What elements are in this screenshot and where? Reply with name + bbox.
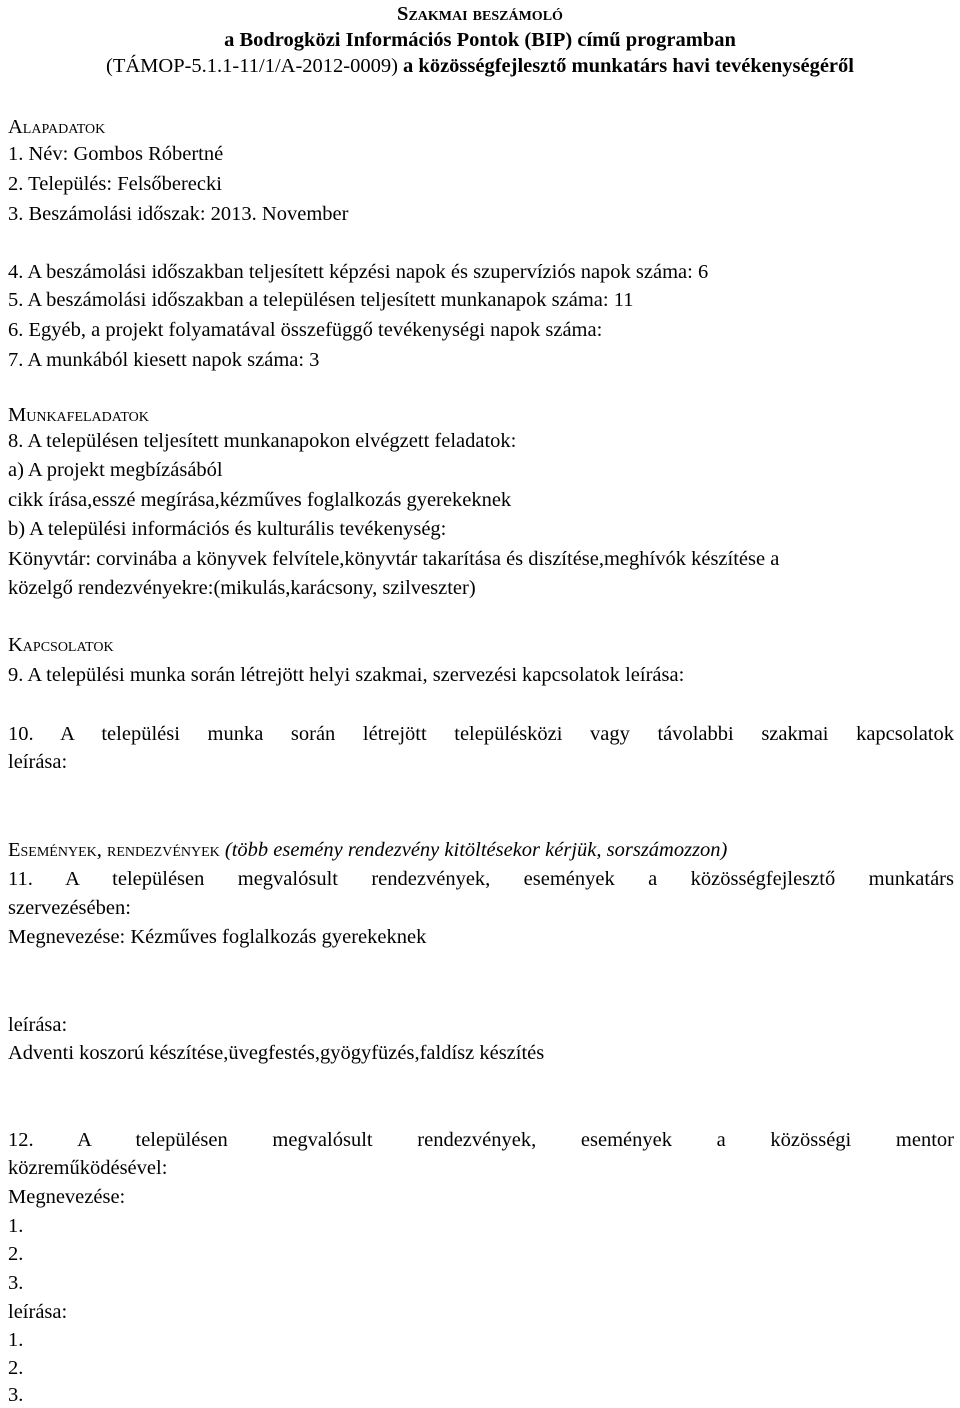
- question-10-line2: leírása:: [8, 751, 68, 773]
- list-item: 1.: [8, 1329, 24, 1351]
- mentor-event-description-label: leírása:: [8, 1301, 68, 1323]
- report-subtitle: a Bodrogközi Információs Pontok (BIP) című programban: [224, 29, 736, 51]
- event-description-text: Adventi koszorú készítése,üvegfestés,gyögyfüzés,faldísz készítés: [8, 1042, 545, 1064]
- subsection-b-text-line2: közelgő rendezvényekre:(mikulás,karácsony, szilveszter): [8, 577, 476, 599]
- subsection-b-text-line1: Könyvtár: corvinába a könyvek felvítele,könyvtár takarítása és diszítése,meghívók készítése a: [8, 548, 780, 570]
- report-project-line: [0, 56, 960, 77]
- field-work-days: 5. A beszámolási időszakban a településen teljesített munkanapok száma: 11: [8, 289, 634, 311]
- section-heading-kapcsolatok: Kapcsolatok: [8, 634, 114, 656]
- subsection-b-label: b) A települési információs és kulturális tevékenység:: [8, 518, 447, 540]
- field-other-days: 6. Egyéb, a projekt folyamatával összefüggő tevékenységi napok száma:: [8, 319, 603, 341]
- report-title: Szakmai beszámoló: [397, 3, 563, 25]
- report-subject: a közösségfejlesztő munkatárs havi tevékenységéről: [397, 55, 854, 77]
- list-item: 2.: [8, 1357, 24, 1379]
- list-item: 2.: [8, 1243, 24, 1265]
- subsection-a-text: cikk írása,esszé megírása,kézműves foglalkozás gyerekeknek: [8, 489, 512, 511]
- question-12-line2: közreműködésével:: [8, 1157, 168, 1179]
- field-name: 1. Név: Gombos Róbertné: [8, 143, 224, 165]
- event-description-label: leírása:: [8, 1014, 68, 1036]
- field-missed-days: 7. A munkából kiesett napok száma: 3: [8, 349, 320, 371]
- question-11-line1: 11. A településen megvalósult rendezvények, események a közösségfejlesztő munkatárs: [8, 868, 954, 890]
- field-training-days: 4. A beszámolási időszakban teljesített képzési napok és szupervíziós napok száma: 6: [8, 261, 709, 283]
- question-8: 8. A településen teljesített munkanapokon elvégzett feladatok:: [8, 430, 517, 452]
- list-item: 3.: [8, 1272, 24, 1294]
- list-item: 1.: [8, 1215, 24, 1237]
- list-item: 3.: [8, 1384, 24, 1406]
- question-10-line1: 10. A települési munka során létrejött településközi vagy távolabbi szakmai kapcsolatok: [8, 723, 954, 745]
- esemenyek-heading: Események, rendezvények: [8, 839, 220, 861]
- subsection-a-label: a) A projekt megbízásából: [8, 459, 223, 481]
- esemenyek-heading-note: (több esemény rendezvény kitöltésekor kérjük, sorszámozzon): [224, 839, 728, 861]
- mentor-event-name-label: Megnevezése:: [8, 1186, 126, 1208]
- project-code: (TÁMOP-5.1.1-11/1/A-2012-0009): [106, 55, 398, 77]
- field-settlement: 2. Település: Felsőberecki: [8, 173, 222, 195]
- section-heading-alapadatok: Alapadatok: [8, 116, 106, 138]
- section-heading-esemenyek: [8, 840, 727, 861]
- event-name: Megnevezése: Kézműves foglalkozás gyerekeknek: [8, 926, 427, 948]
- question-11-line2: szervezésében:: [8, 897, 131, 919]
- field-period: 3. Beszámolási időszak: 2013. November: [8, 203, 349, 225]
- question-12-line1: 12. A településen megvalósult rendezvények, események a közösségi mentor: [8, 1129, 954, 1151]
- section-heading-munkafeladatok: Munkafeladatok: [8, 404, 149, 426]
- question-9: 9. A települési munka során létrejött helyi szakmai, szervezési kapcsolatok leírása:: [8, 664, 685, 686]
